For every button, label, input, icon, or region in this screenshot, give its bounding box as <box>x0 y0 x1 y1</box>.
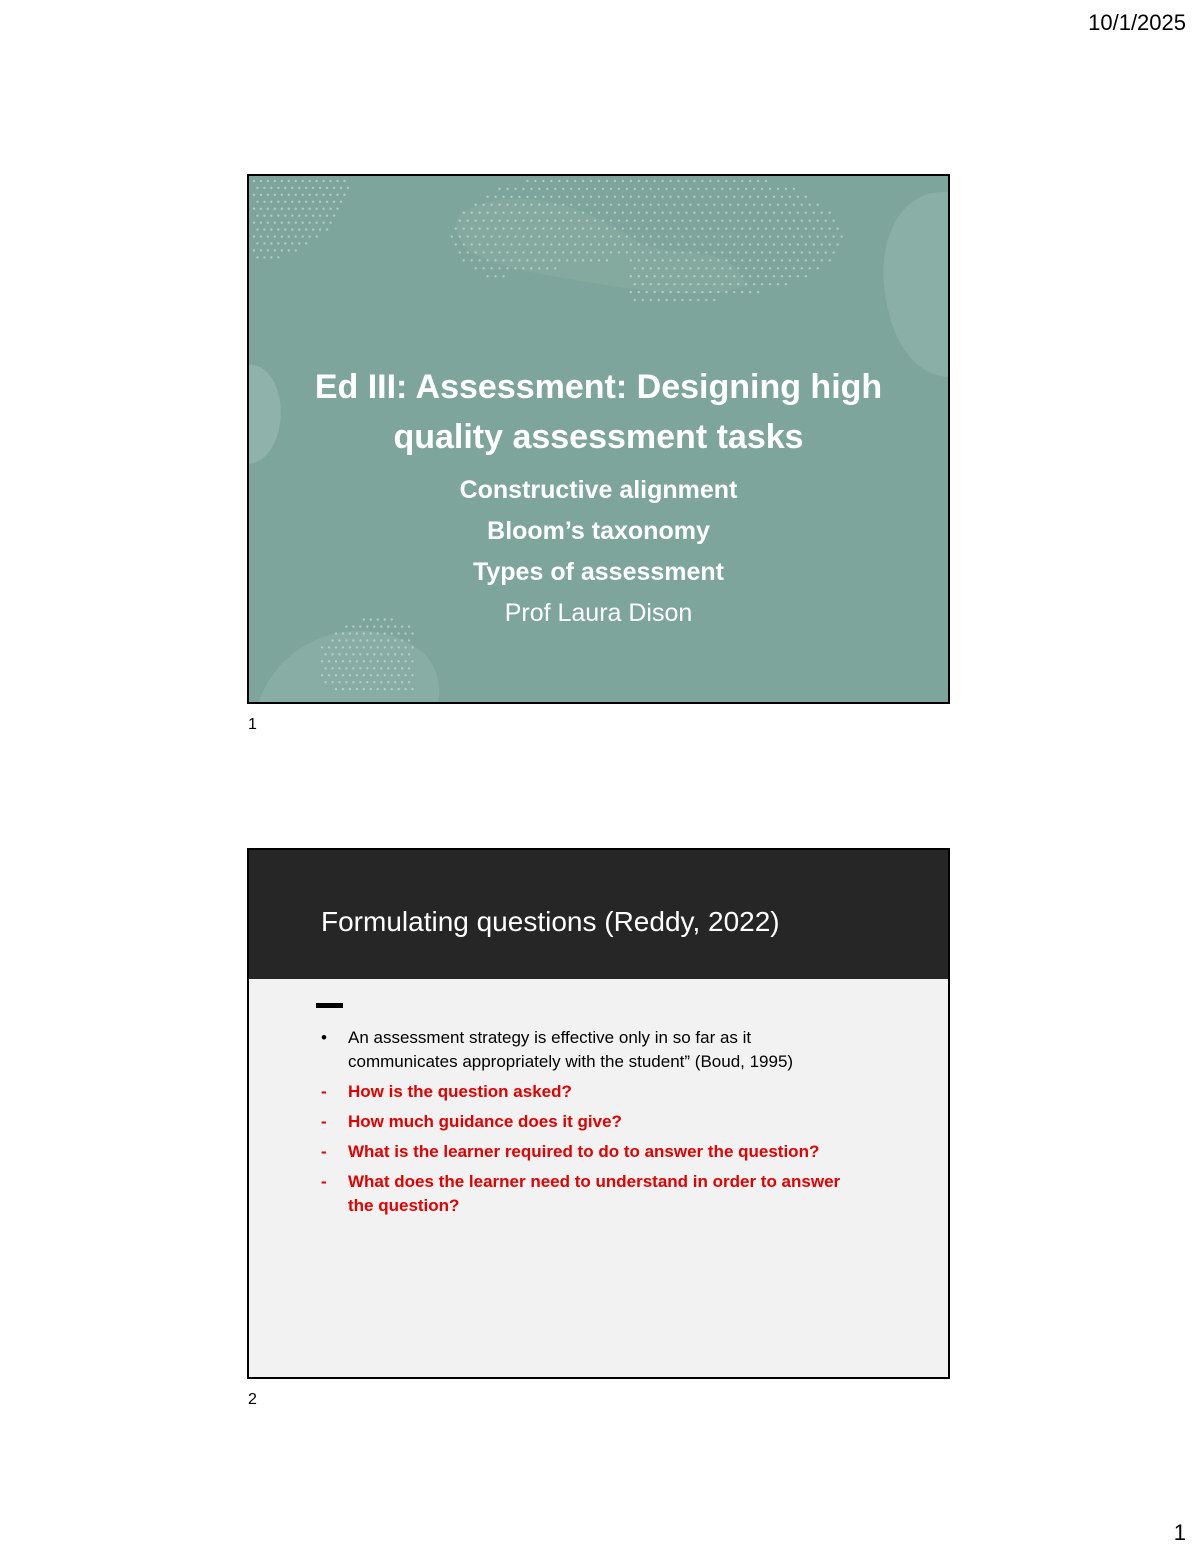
slide-1-subtitle: Constructive alignment <box>459 476 738 504</box>
dash-marker: - <box>321 1112 327 1131</box>
bullet-marker: • <box>321 1028 327 1047</box>
accent-bar <box>316 1003 343 1008</box>
slide-2-header <box>249 850 948 979</box>
print-date: 10/1/2025 <box>1088 10 1186 35</box>
dash-marker: - <box>321 1172 327 1191</box>
question-line: the question? <box>348 1196 460 1215</box>
question-line: What does the learner need to understand in order to answer <box>348 1172 841 1191</box>
slide-number: 2 <box>248 1391 257 1408</box>
page-number: 1 <box>1173 1520 1186 1545</box>
slide-1-author: Prof Laura Dison <box>504 599 693 627</box>
question-item <box>321 1170 921 1218</box>
question-item <box>321 1140 921 1164</box>
slide-1 <box>247 174 950 704</box>
slide-1-title-line: Ed III: Assessment: Designing high <box>314 368 883 406</box>
slide-2-title: Formulating questions (Reddy, 2022) <box>321 906 780 937</box>
bullet-line: An assessment strategy is effective only in so far as it <box>348 1028 752 1047</box>
bullet-line: communicates appropriately with the student” (Boud, 1995) <box>348 1052 794 1071</box>
question-line: What is the learner required to do to answer the question? <box>348 1142 820 1161</box>
slide-1-subtitle: Bloom’s taxonomy <box>487 517 710 545</box>
slide-2-content <box>321 1026 921 1224</box>
dash-marker: - <box>321 1142 327 1161</box>
slide-1-title-line: quality assessment tasks <box>393 418 804 456</box>
question-line: How much guidance does it give? <box>348 1112 622 1131</box>
slide-1-subtitle: Types of assessment <box>472 558 725 586</box>
question-item <box>321 1110 921 1134</box>
slide-number: 1 <box>248 716 257 733</box>
dash-marker: - <box>321 1082 327 1101</box>
slide-2 <box>247 848 950 1379</box>
bullet-item <box>321 1026 921 1074</box>
question-item <box>321 1080 921 1104</box>
question-line: How is the question asked? <box>348 1082 572 1101</box>
